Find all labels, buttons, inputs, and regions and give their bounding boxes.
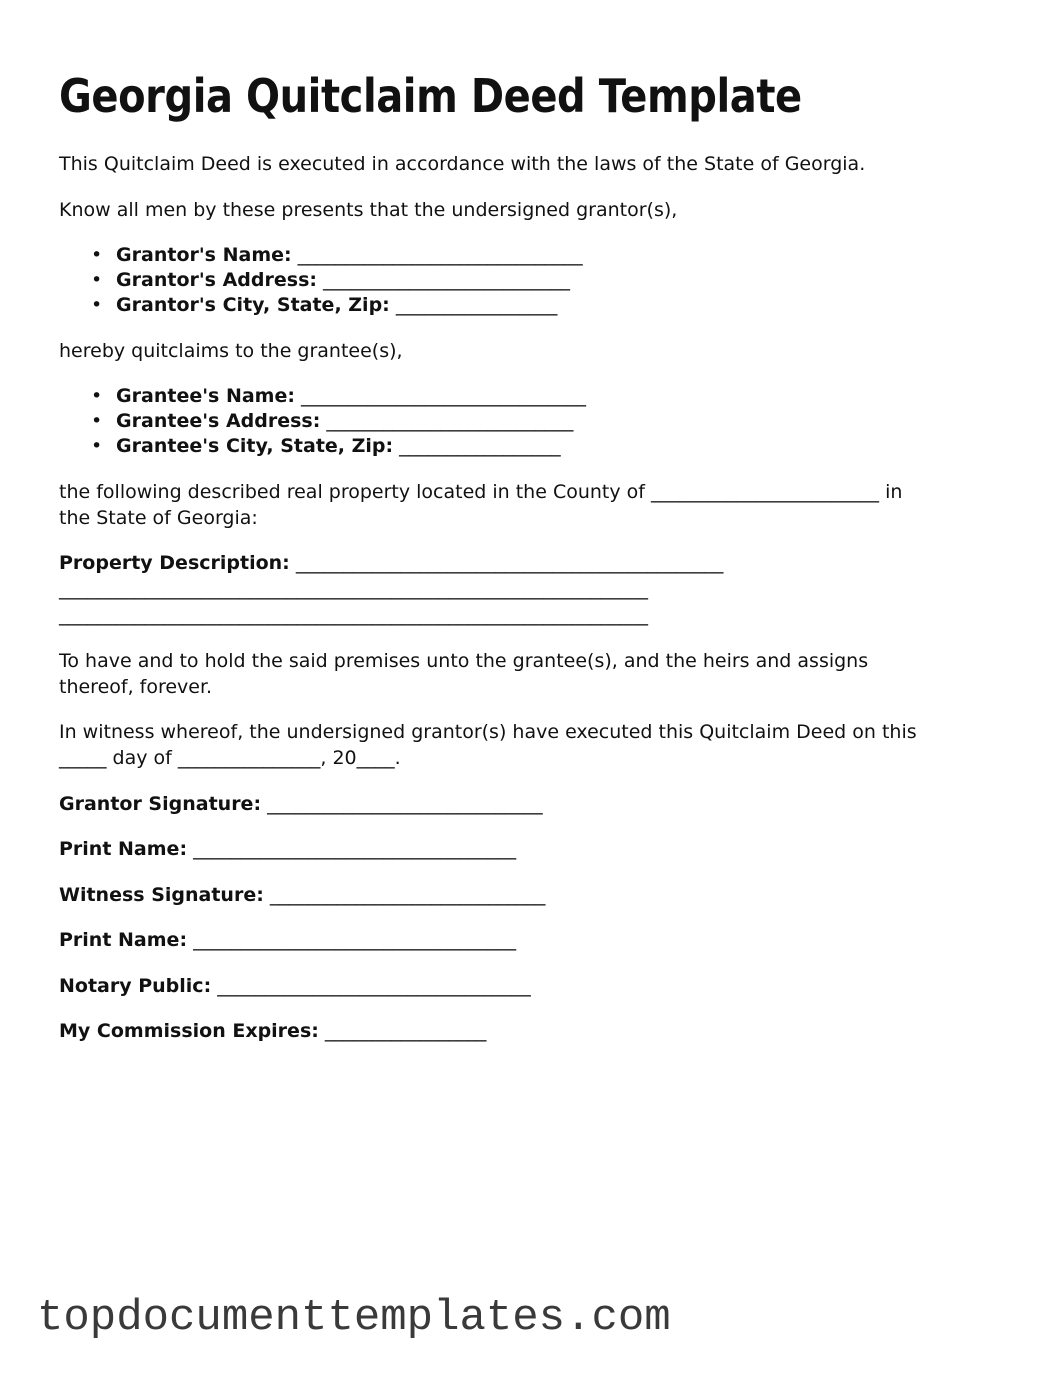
print-name-field-2 [59, 927, 1003, 953]
witness-line1: In witness whereof, the undersigned grantor(s) have executed this Quitclaim Deed on this [59, 721, 917, 743]
property-description-block [59, 550, 1003, 628]
grantee-address-blank: __________________________ [326, 409, 574, 432]
witness-line2: _____ day of _______________, 20____. [59, 747, 401, 769]
paragraph-witness [59, 719, 1003, 771]
list-item-grantee-address [91, 409, 1003, 434]
grantee-city-state-zip-blank: _________________ [399, 434, 561, 457]
property-description-line-2: ______________________________________________________________ [59, 604, 648, 626]
commission-expires-field [59, 1018, 1003, 1044]
county-blank: ________________________ [651, 480, 880, 503]
paragraph-know-all-men: Know all men by these presents that the undersigned grantor(s), [59, 198, 678, 221]
county-line2: the State of Georgia: [59, 506, 258, 529]
list-item-grantor-city-state-zip [91, 293, 1003, 318]
notary-public-blank: _________________________________ [217, 974, 531, 997]
county-suffix: in [885, 480, 903, 503]
print-name-label-2: Print Name: [59, 929, 188, 951]
page-title: Georgia Quitclaim Deed Template [59, 69, 802, 123]
notary-public-field [59, 973, 1003, 999]
grantor-address-label: Grantor's Address: [116, 268, 317, 291]
grantor-signature-blank: _____________________________ [267, 792, 543, 815]
grantee-name-blank: ______________________________ [301, 384, 587, 407]
grantor-city-state-zip-label: Grantor's City, State, Zip: [116, 293, 390, 316]
commission-expires-label: My Commission Expires: [59, 1020, 319, 1042]
to-have-line2: thereof, forever. [59, 675, 213, 698]
paragraph-execution: This Quitclaim Deed is executed in accordance with the laws of the State of Georgia. [59, 153, 866, 175]
notary-public-label: Notary Public: [59, 974, 212, 997]
print-name-field-1 [59, 836, 1003, 862]
grantee-name-label: Grantee's Name: [116, 384, 295, 407]
list-item-grantor-address [91, 268, 1003, 293]
property-description-line-1: ______________________________________________________________ [59, 578, 648, 600]
footer-watermark: topdocumenttemplates.com [37, 1293, 671, 1343]
list-item-grantee-city-state-zip [91, 434, 1003, 459]
paragraph-county [59, 479, 1003, 531]
paragraph-to-have [59, 648, 1003, 700]
witness-signature-field [59, 882, 1003, 908]
grantor-name-label: Grantor's Name: [116, 243, 292, 266]
grantee-list [59, 384, 1003, 459]
print-name-blank-2: __________________________________ [193, 929, 517, 951]
commission-expires-blank: _________________ [324, 1020, 487, 1042]
grantor-signature-field [59, 791, 1003, 817]
property-description-blank: _____________________________________________ [295, 552, 724, 574]
grantor-signature-label: Grantor Signature: [59, 792, 262, 815]
property-description-label: Property Description: [59, 552, 290, 574]
grantee-city-state-zip-label: Grantee's City, State, Zip: [116, 434, 394, 457]
print-name-label-1: Print Name: [59, 838, 188, 860]
list-item-grantee-name [91, 384, 1003, 409]
grantor-address-blank: __________________________ [323, 268, 571, 291]
grantor-list [59, 243, 1003, 318]
list-item-grantor-name [91, 243, 1003, 268]
witness-signature-blank: _____________________________ [269, 883, 546, 906]
grantor-city-state-zip-blank: _________________ [395, 293, 558, 316]
to-have-line1: To have and to hold the said premises unto the grantee(s), and the heirs and assigns [59, 649, 869, 672]
grantee-address-label: Grantee's Address: [116, 409, 321, 432]
county-text: the following described real property located in the County of [59, 480, 645, 503]
paragraph-hereby: hereby quitclaims to the grantee(s), [59, 339, 403, 362]
print-name-blank-1: __________________________________ [193, 838, 517, 860]
grantor-name-blank: ______________________________ [297, 243, 583, 266]
witness-signature-label: Witness Signature: [59, 883, 264, 906]
